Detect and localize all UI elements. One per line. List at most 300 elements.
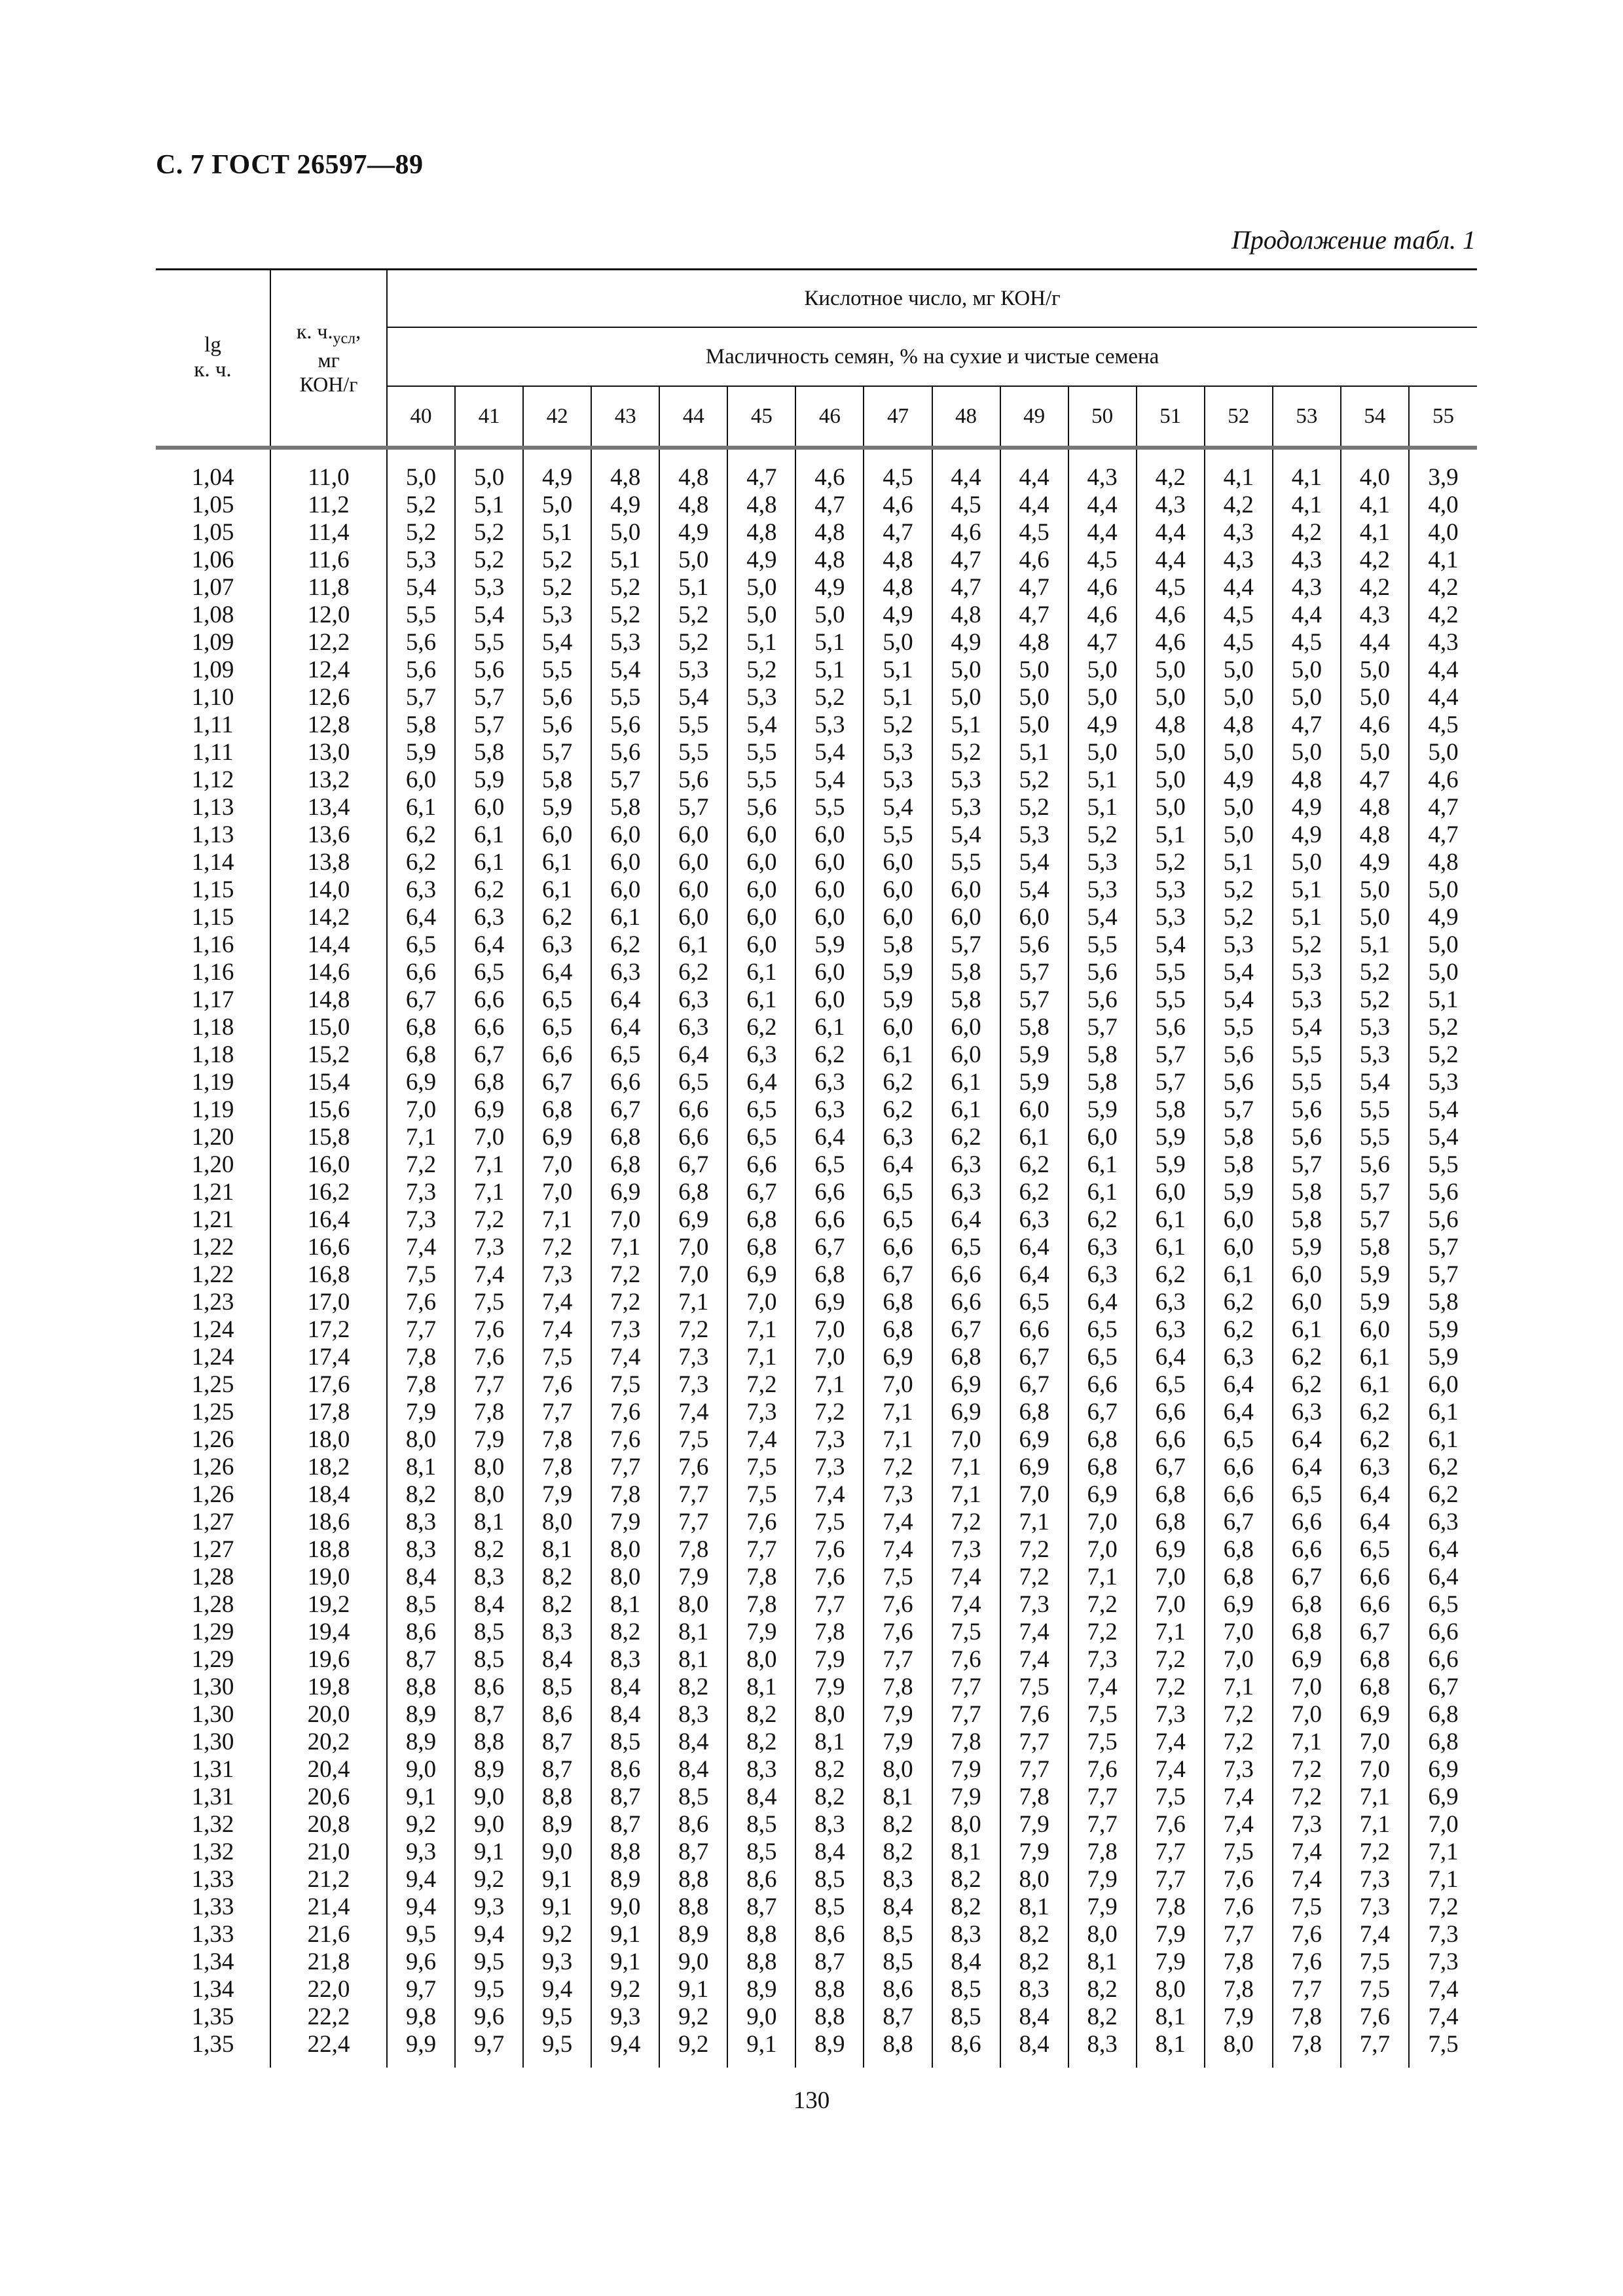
acid-value-cell: 7,8 — [523, 1454, 591, 1481]
kch-cell: 14,2 — [270, 904, 387, 931]
lg-cell: 1,32 — [191, 1811, 234, 1838]
acid-value-cell: 6,2 — [1409, 1481, 1477, 1509]
acid-value-cell: 6,4 — [387, 904, 455, 931]
acid-value-cell: 7,3 — [387, 1179, 455, 1206]
acid-value-cell: 8,1 — [727, 1674, 795, 1701]
acid-value-cell: 8,8 — [864, 2031, 932, 2068]
acid-value-cell: 7,6 — [1341, 2003, 1409, 2031]
table-row — [156, 1069, 1477, 1096]
acid-value-cell: 7,4 — [523, 1316, 591, 1344]
acid-value-cell: 6,0 — [591, 849, 659, 876]
acid-value-cell: 4,3 — [1205, 519, 1273, 547]
acid-value-cell: 7,3 — [864, 1481, 932, 1509]
kch-cell: 14,4 — [270, 931, 387, 959]
acid-value-cell: 7,2 — [455, 1206, 523, 1234]
table-row — [156, 656, 1477, 684]
oil-column-header: 40 — [410, 404, 432, 428]
acid-value-cell: 6,0 — [591, 876, 659, 904]
acid-value-cell: 8,0 — [455, 1454, 523, 1481]
acid-value-cell: 7,0 — [1273, 1674, 1341, 1701]
acid-value-cell: 7,3 — [795, 1454, 864, 1481]
acid-value-cell: 5,9 — [1341, 1289, 1409, 1316]
acid-value-cell: 5,7 — [387, 684, 455, 711]
acid-value-cell: 5,1 — [455, 492, 523, 519]
lg-cell: 1,29 — [191, 1646, 234, 1673]
acid-value-cell: 6,0 — [727, 849, 795, 876]
acid-value-cell: 5,7 — [1409, 1234, 1477, 1261]
acid-value-cell: 6,4 — [455, 931, 523, 959]
acid-value-cell: 6,1 — [1409, 1399, 1477, 1426]
acid-value-cell: 5,6 — [455, 656, 523, 684]
lg-cell: 1,32 — [191, 1839, 234, 1865]
acid-value-cell: 6,8 — [932, 1344, 1000, 1371]
acid-value-cell: 5,0 — [1409, 739, 1477, 766]
acid-value-cell: 6,6 — [1068, 1371, 1137, 1399]
acid-value-cell: 5,6 — [1409, 1179, 1477, 1206]
table-row — [156, 1234, 1477, 1261]
acid-value-cell: 6,9 — [455, 1096, 523, 1124]
acid-value-cell: 6,6 — [659, 1124, 727, 1151]
acid-value-cell: 4,8 — [864, 547, 932, 574]
acid-value-cell: 6,9 — [523, 1124, 591, 1151]
acid-value-cell: 5,8 — [1409, 1289, 1477, 1316]
acid-value-cell: 8,3 — [659, 1701, 727, 1729]
acid-value-cell: 8,2 — [1000, 1921, 1068, 1948]
acid-value-cell: 6,6 — [1273, 1509, 1341, 1536]
acid-value-cell: 5,9 — [387, 739, 455, 766]
acid-value-cell: 5,0 — [932, 656, 1000, 684]
kch-cell: 14,6 — [270, 959, 387, 986]
acid-value-cell: 8,9 — [659, 1921, 727, 1948]
acid-value-cell: 7,4 — [932, 1564, 1000, 1591]
acid-value-cell: 7,9 — [387, 1399, 455, 1426]
acid-value-cell: 4,1 — [1205, 448, 1273, 492]
acid-value-cell: 8,5 — [659, 1784, 727, 1811]
acid-value-cell: 6,0 — [1205, 1206, 1273, 1234]
acid-value-cell: 7,3 — [932, 1536, 1000, 1564]
acid-value-cell: 6,0 — [659, 849, 727, 876]
acid-value-cell: 5,0 — [1000, 711, 1068, 739]
acid-value-cell: 5,2 — [455, 547, 523, 574]
kch-cell: 17,2 — [270, 1316, 387, 1344]
acid-value-cell: 4,4 — [1273, 601, 1341, 629]
lg-cell: 1,19 — [191, 1096, 234, 1123]
acid-value-cell: 6,7 — [387, 986, 455, 1014]
acid-value-cell: 6,0 — [1000, 904, 1068, 931]
acid-value-cell: 9,0 — [455, 1811, 523, 1839]
acid-value-cell: 5,3 — [523, 601, 591, 629]
acid-value-cell: 6,7 — [1000, 1344, 1068, 1371]
lg-cell: 1,08 — [191, 601, 234, 628]
acid-value-cell: 7,7 — [387, 1316, 455, 1344]
acid-value-cell: 5,6 — [1205, 1041, 1273, 1069]
acid-value-cell: 6,3 — [659, 986, 727, 1014]
acid-value-cell: 7,1 — [727, 1344, 795, 1371]
acid-value-cell: 6,1 — [1068, 1151, 1137, 1179]
acid-value-cell: 6,4 — [864, 1151, 932, 1179]
acid-value-cell: 5,0 — [1409, 931, 1477, 959]
acid-value-cell: 7,2 — [1137, 1646, 1205, 1674]
acid-value-cell: 9,1 — [387, 1784, 455, 1811]
acid-value-cell: 5,7 — [1205, 1096, 1273, 1124]
acid-value-cell: 7,6 — [591, 1399, 659, 1426]
acid-value-cell: 6,0 — [659, 876, 727, 904]
acid-value-cell: 7,8 — [387, 1344, 455, 1371]
kch-cell: 16,8 — [270, 1261, 387, 1289]
acid-value-cell: 4,7 — [1341, 766, 1409, 794]
acid-value-cell: 6,1 — [727, 986, 795, 1014]
acid-value-cell: 9,5 — [455, 1948, 523, 1976]
acid-value-cell: 5,0 — [1205, 794, 1273, 821]
acid-value-cell: 7,4 — [1341, 1921, 1409, 1948]
acid-value-cell: 6,7 — [1068, 1399, 1137, 1426]
acid-value-cell: 8,1 — [932, 1839, 1000, 1866]
acid-value-cell: 8,8 — [659, 1866, 727, 1893]
acid-value-cell: 7,1 — [591, 1234, 659, 1261]
lg-cell: 1,15 — [191, 904, 234, 931]
acid-value-cell: 6,1 — [932, 1096, 1000, 1124]
acid-value-cell: 5,4 — [727, 711, 795, 739]
acid-value-cell: 9,1 — [455, 1839, 523, 1866]
acid-value-cell: 5,0 — [1137, 766, 1205, 794]
acid-value-cell: 7,3 — [1341, 1893, 1409, 1921]
table-row — [156, 904, 1477, 931]
acid-value-cell: 4,8 — [727, 492, 795, 519]
acid-value-cell: 8,7 — [591, 1811, 659, 1839]
kch-cell: 20,8 — [270, 1811, 387, 1839]
table-row — [156, 519, 1477, 547]
acid-value-cell: 6,6 — [387, 959, 455, 986]
acid-value-cell: 8,5 — [932, 2003, 1000, 2031]
acid-value-cell: 7,3 — [387, 1206, 455, 1234]
acid-value-cell: 7,7 — [1000, 1729, 1068, 1756]
acid-value-cell: 8,5 — [523, 1674, 591, 1701]
oil-column-header: 51 — [1137, 386, 1205, 448]
lg-cell: 1,25 — [191, 1399, 234, 1426]
lg-cell: 1,30 — [191, 1674, 234, 1700]
kch-cell: 11,8 — [270, 574, 387, 601]
acid-value-cell: 7,2 — [387, 1151, 455, 1179]
acid-value-cell: 7,9 — [455, 1426, 523, 1454]
acid-value-cell: 6,1 — [1341, 1371, 1409, 1399]
acid-value-cell: 6,0 — [1000, 1096, 1068, 1124]
acid-value-cell: 7,6 — [1273, 1921, 1341, 1948]
acid-value-cell: 6,2 — [727, 1014, 795, 1041]
acid-value-cell: 7,1 — [1068, 1564, 1137, 1591]
acid-value-cell: 4,9 — [1273, 794, 1341, 821]
acid-value-cell: 7,7 — [795, 1591, 864, 1619]
acid-value-cell: 7,5 — [387, 1261, 455, 1289]
acid-value-cell: 5,1 — [1068, 766, 1137, 794]
acid-value-cell: 4,0 — [1341, 448, 1409, 492]
acid-value-cell: 6,6 — [1341, 1591, 1409, 1619]
acid-value-cell: 4,4 — [932, 448, 1000, 492]
acid-value-cell: 5,8 — [1000, 1014, 1068, 1041]
acid-value-cell: 4,7 — [1409, 821, 1477, 849]
acid-value-cell: 7,9 — [523, 1481, 591, 1509]
acid-value-cell: 4,0 — [1409, 519, 1477, 547]
lg-cell: 1,24 — [191, 1316, 234, 1343]
acid-value-cell: 5,0 — [1409, 959, 1477, 986]
acid-value-cell: 4,2 — [1409, 601, 1477, 629]
acid-value-cell: 7,2 — [1068, 1619, 1137, 1646]
acid-value-cell: 8,4 — [659, 1756, 727, 1784]
acid-value-cell: 6,5 — [659, 1069, 727, 1096]
acid-value-cell: 7,7 — [659, 1481, 727, 1509]
acid-value-cell: 7,1 — [1341, 1784, 1409, 1811]
acid-value-cell: 4,9 — [1273, 821, 1341, 849]
acid-value-cell: 4,8 — [795, 547, 864, 574]
acid-value-cell: 8,3 — [523, 1619, 591, 1646]
acid-value-cell: 6,9 — [932, 1399, 1000, 1426]
acid-value-cell: 8,0 — [591, 1564, 659, 1591]
acid-value-cell: 6,7 — [1273, 1564, 1341, 1591]
acid-value-cell: 4,5 — [1409, 711, 1477, 739]
acid-value-cell: 6,9 — [591, 1179, 659, 1206]
acid-value-cell: 7,0 — [864, 1371, 932, 1399]
acid-value-cell: 5,0 — [1137, 684, 1205, 711]
acid-value-cell: 7,5 — [1068, 1729, 1137, 1756]
acid-value-cell: 7,9 — [864, 1729, 932, 1756]
acid-value-cell: 5,6 — [727, 794, 795, 821]
table-row — [156, 1784, 1477, 1811]
acid-value-cell: 7,6 — [1205, 1866, 1273, 1893]
acid-value-cell: 7,5 — [1000, 1674, 1068, 1701]
acid-value-cell: 7,8 — [864, 1674, 932, 1701]
acid-value-cell: 4,9 — [659, 519, 727, 547]
acid-value-cell: 9,0 — [591, 1893, 659, 1921]
acid-value-cell: 6,8 — [1000, 1399, 1068, 1426]
kch-cell: 19,8 — [270, 1674, 387, 1701]
acid-value-cell: 4,6 — [864, 492, 932, 519]
acid-value-cell: 5,3 — [1409, 1069, 1477, 1096]
acid-value-cell: 7,3 — [455, 1234, 523, 1261]
acid-value-cell: 7,5 — [523, 1344, 591, 1371]
acid-value-cell: 6,7 — [455, 1041, 523, 1069]
acid-value-cell: 5,1 — [727, 629, 795, 656]
kch-cell: 18,4 — [270, 1481, 387, 1509]
lg-cell: 1,27 — [191, 1536, 234, 1563]
acid-value-cell: 9,6 — [455, 2003, 523, 2031]
acid-value-cell: 7,2 — [1273, 1784, 1341, 1811]
lg-cell: 1,27 — [191, 1509, 234, 1535]
acid-value-cell: 5,4 — [591, 656, 659, 684]
acid-value-cell: 7,6 — [1000, 1701, 1068, 1729]
acid-value-cell: 8,3 — [1068, 2031, 1137, 2068]
acid-value-cell: 6,5 — [455, 959, 523, 986]
acid-value-cell: 6,2 — [659, 959, 727, 986]
kch-cell: 12,4 — [270, 656, 387, 684]
acid-value-cell: 5,1 — [864, 656, 932, 684]
acid-value-cell: 8,2 — [455, 1536, 523, 1564]
acid-value-cell: 5,5 — [795, 794, 864, 821]
acid-value-cell: 5,0 — [1341, 656, 1409, 684]
acid-value-cell: 7,2 — [795, 1399, 864, 1426]
acid-value-cell: 6,0 — [864, 1014, 932, 1041]
oil-column-header: 52 — [1205, 386, 1273, 448]
acid-value-cell: 5,3 — [1137, 904, 1205, 931]
acid-value-cell: 6,4 — [1205, 1399, 1273, 1426]
kch-cell: 13,2 — [270, 766, 387, 794]
acid-value-cell: 5,1 — [1000, 739, 1068, 766]
acid-value-cell: 5,7 — [1273, 1151, 1341, 1179]
acid-value-cell: 6,5 — [387, 931, 455, 959]
acid-value-cell: 6,0 — [1273, 1261, 1341, 1289]
acid-value-cell: 8,4 — [932, 1948, 1000, 1976]
acid-value-cell: 8,0 — [591, 1536, 659, 1564]
acid-value-cell: 5,7 — [1137, 1041, 1205, 1069]
table-row — [156, 1866, 1477, 1893]
lg-cell: 1,09 — [191, 629, 234, 656]
acid-value-cell: 9,7 — [387, 1976, 455, 2003]
lg-cell: 1,11 — [192, 711, 234, 738]
acid-value-cell: 8,8 — [795, 2003, 864, 2031]
acid-value-cell: 6,3 — [1341, 1454, 1409, 1481]
acid-value-cell: 4,4 — [1137, 547, 1205, 574]
acid-value-cell: 8,9 — [455, 1756, 523, 1784]
acid-value-cell: 6,4 — [659, 1041, 727, 1069]
acid-value-cell: 6,8 — [795, 1261, 864, 1289]
table-row — [156, 849, 1477, 876]
acid-value-cell: 8,9 — [727, 1976, 795, 2003]
acid-value-cell: 5,5 — [932, 849, 1000, 876]
acid-value-cell: 7,0 — [1409, 1811, 1477, 1839]
acid-value-cell: 5,3 — [932, 794, 1000, 821]
acid-value-cell: 5,5 — [1137, 986, 1205, 1014]
acid-value-cell: 4,2 — [1137, 448, 1205, 492]
acid-value-cell: 6,8 — [387, 1014, 455, 1041]
acid-value-cell: 4,8 — [659, 448, 727, 492]
acid-value-cell: 5,5 — [659, 711, 727, 739]
acid-value-cell: 7,0 — [795, 1316, 864, 1344]
acid-value-cell: 6,9 — [932, 1371, 1000, 1399]
acid-value-cell: 7,0 — [591, 1206, 659, 1234]
acid-value-cell: 4,3 — [1137, 492, 1205, 519]
acid-value-cell: 8,5 — [864, 1948, 932, 1976]
acid-value-cell: 6,7 — [727, 1179, 795, 1206]
acid-value-cell: 5,7 — [455, 684, 523, 711]
acid-value-cell: 6,1 — [1205, 1261, 1273, 1289]
acid-value-cell: 5,8 — [1205, 1124, 1273, 1151]
acid-value-cell: 6,0 — [795, 849, 864, 876]
acid-value-cell: 4,6 — [932, 519, 1000, 547]
acid-value-cell: 6,4 — [727, 1069, 795, 1096]
acid-value-cell: 6,8 — [1205, 1564, 1273, 1591]
acid-value-cell: 6,4 — [1341, 1481, 1409, 1509]
acid-value-cell: 5,2 — [1341, 986, 1409, 1014]
table-row — [156, 1041, 1477, 1069]
table-row — [156, 448, 1477, 492]
acid-value-cell: 7,4 — [1273, 1839, 1341, 1866]
acid-value-cell: 6,5 — [1137, 1371, 1205, 1399]
oil-column-header: 49 — [1000, 386, 1068, 448]
acid-value-cell: 6,0 — [659, 904, 727, 931]
acid-value-cell: 8,1 — [591, 1591, 659, 1619]
table-row — [156, 1344, 1477, 1371]
acid-value-cell: 7,1 — [1205, 1674, 1273, 1701]
acid-value-cell: 5,5 — [727, 739, 795, 766]
acid-value-cell: 8,3 — [727, 1756, 795, 1784]
acid-value-cell: 7,9 — [1205, 2003, 1273, 2031]
acid-value-cell: 8,5 — [727, 1811, 795, 1839]
acid-value-cell: 4,5 — [1137, 574, 1205, 601]
acid-value-cell: 9,4 — [387, 1866, 455, 1893]
table-row — [156, 1893, 1477, 1921]
acid-value-cell: 6,1 — [1000, 1124, 1068, 1151]
acid-value-cell: 7,6 — [455, 1316, 523, 1344]
acid-value-cell: 5,4 — [864, 794, 932, 821]
acid-value-cell: 7,7 — [1341, 2031, 1409, 2068]
acid-value-cell: 8,6 — [864, 1976, 932, 2003]
acid-value-cell: 5,2 — [1205, 876, 1273, 904]
acid-value-cell: 7,0 — [727, 1289, 795, 1316]
table-row — [156, 1701, 1477, 1729]
acid-value-cell: 6,5 — [727, 1096, 795, 1124]
acid-value-cell: 5,6 — [1068, 986, 1137, 1014]
acid-value-cell: 7,8 — [1068, 1839, 1137, 1866]
acid-value-cell: 8,0 — [727, 1646, 795, 1674]
acid-value-cell: 5,7 — [591, 766, 659, 794]
acid-value-cell: 7,1 — [1000, 1509, 1068, 1536]
acid-value-cell: 4,9 — [932, 629, 1000, 656]
acid-value-cell: 7,3 — [1137, 1701, 1205, 1729]
acid-value-cell: 7,6 — [1205, 1893, 1273, 1921]
acid-value-cell: 5,5 — [864, 821, 932, 849]
acid-value-cell: 7,8 — [1205, 1976, 1273, 2003]
acid-value-cell: 5,6 — [659, 766, 727, 794]
lg-cell: 1,30 — [191, 1701, 234, 1728]
acid-value-cell: 4,5 — [1205, 601, 1273, 629]
acid-value-cell: 5,2 — [1409, 1014, 1477, 1041]
acid-value-cell: 5,0 — [659, 547, 727, 574]
acid-value-cell: 7,9 — [1068, 1893, 1137, 1921]
acid-value-cell: 5,4 — [795, 766, 864, 794]
acid-value-cell: 5,0 — [1341, 739, 1409, 766]
lg-cell: 1,13 — [191, 794, 234, 821]
table-row — [156, 1261, 1477, 1289]
acid-value-cell: 5,2 — [1341, 959, 1409, 986]
oil-column-header: 43 — [591, 386, 659, 448]
oil-column-header: 41 — [455, 386, 523, 448]
acid-value-cell: 6,2 — [1205, 1316, 1273, 1344]
acid-value-cell: 4,9 — [864, 601, 932, 629]
acid-value-cell: 9,1 — [523, 1866, 591, 1893]
acid-value-cell: 9,0 — [455, 1784, 523, 1811]
acid-value-cell: 7,2 — [864, 1454, 932, 1481]
acid-value-cell: 6,4 — [932, 1206, 1000, 1234]
acid-value-cell: 6,3 — [727, 1041, 795, 1069]
acid-value-cell: 5,3 — [1273, 959, 1341, 986]
acid-value-cell: 5,0 — [1000, 684, 1068, 711]
acid-value-cell: 5,0 — [1205, 821, 1273, 849]
kch-column-header: к. $ч._{усл}$, мг КОН/г — [270, 270, 387, 448]
acid-value-cell: 6,3 — [795, 1069, 864, 1096]
acid-value-cell: 8,2 — [932, 1893, 1000, 1921]
acid-value-cell: 8,5 — [795, 1893, 864, 1921]
acid-value-cell: 6,8 — [1137, 1509, 1205, 1536]
acid-value-cell: 7,2 — [1000, 1564, 1068, 1591]
acid-value-cell: 5,4 — [455, 601, 523, 629]
acid-value-cell: 5,8 — [1205, 1151, 1273, 1179]
acid-value-cell: 7,4 — [1137, 1756, 1205, 1784]
acid-value-cell: 5,7 — [1341, 1206, 1409, 1234]
acid-value-cell: 5,4 — [1000, 876, 1068, 904]
acid-value-cell: 5,3 — [1273, 986, 1341, 1014]
kch-cell: 12,8 — [270, 711, 387, 739]
acid-value-cell: 6,2 — [1000, 1151, 1068, 1179]
acid-value-cell: 9,0 — [523, 1839, 591, 1866]
acid-value-cell: 6,3 — [932, 1151, 1000, 1179]
